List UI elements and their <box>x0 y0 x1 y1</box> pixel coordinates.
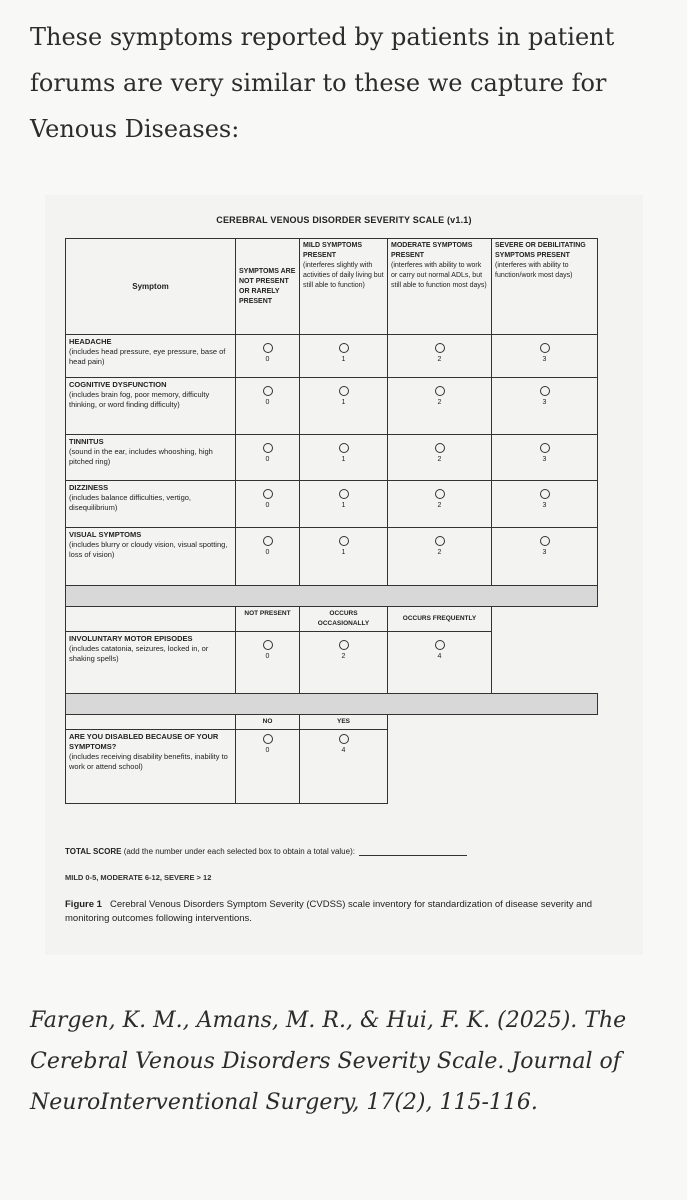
blank-cell <box>492 632 598 694</box>
blank-cell <box>388 730 492 804</box>
column-header-severe <box>492 239 598 335</box>
option-cell[interactable] <box>300 632 388 694</box>
header-not-present: NOT PRESENT <box>236 607 300 632</box>
score-value: 2 <box>437 356 442 363</box>
radio-circle[interactable] <box>435 536 445 546</box>
radio-circle[interactable] <box>339 536 349 546</box>
score-value: 4 <box>437 653 442 660</box>
citation-text: Fargen, K. M., Amans, M. R., & Hui, F. K. (2025). The Cerebral Venous Disorders Severity Scale. Journal of NeuroInterventional Surgery, 17(2), 115-116. <box>30 1008 627 1115</box>
symptom-name: ARE YOU DISABLED BECAUSE OF YOUR SYMPTOMS? <box>69 732 219 751</box>
score-value: 0 <box>265 456 270 463</box>
radio-circle[interactable] <box>540 443 550 453</box>
figure-caption <box>65 898 605 926</box>
blank-cell <box>492 715 598 730</box>
score-value: 2 <box>437 399 442 406</box>
empty-header-cell <box>66 715 236 730</box>
option-cell[interactable] <box>236 335 300 378</box>
symptom-cell-cognitive <box>66 378 236 435</box>
option-cell[interactable] <box>388 528 492 586</box>
radio-circle[interactable] <box>263 343 273 353</box>
score-value: 0 <box>265 502 270 509</box>
radio-circle[interactable] <box>435 386 445 396</box>
option-cell[interactable] <box>388 435 492 481</box>
option-cell[interactable] <box>388 378 492 435</box>
radio-circle[interactable] <box>435 489 445 499</box>
table-row <box>66 528 598 586</box>
symptom-cell-disabled <box>66 730 236 804</box>
option-cell[interactable] <box>492 528 598 586</box>
option-cell[interactable] <box>492 435 598 481</box>
score-value: 1 <box>341 502 346 509</box>
symptom-cell-motor <box>66 632 236 694</box>
symptom-column-header: Symptom <box>66 239 236 335</box>
symptom-description: (sound in the ear, includes whooshing, high pitched ring) <box>69 447 213 466</box>
section-divider <box>66 586 598 607</box>
radio-circle[interactable] <box>540 536 550 546</box>
column-subtitle: (interferes slightly with activities of daily living but still able to function) <box>303 262 384 289</box>
option-cell[interactable] <box>388 481 492 528</box>
option-cell[interactable] <box>236 730 300 804</box>
radio-circle[interactable] <box>435 443 445 453</box>
motor-header-row <box>66 607 598 632</box>
divider-cell <box>66 694 598 715</box>
score-value: 3 <box>542 549 547 556</box>
header-no: NO <box>236 715 300 730</box>
radio-circle[interactable] <box>263 386 273 396</box>
symptom-name: TINNITUS <box>69 437 104 446</box>
score-value: 3 <box>542 356 547 363</box>
radio-circle[interactable] <box>339 443 349 453</box>
table-row <box>66 335 598 378</box>
score-value: 1 <box>341 399 346 406</box>
severity-scale-table <box>65 238 598 804</box>
column-title: MODERATE SYMPTOMS PRESENT <box>391 242 473 259</box>
option-cell[interactable] <box>236 378 300 435</box>
score-value: 2 <box>437 502 442 509</box>
table-row <box>66 632 598 694</box>
option-cell[interactable] <box>300 378 388 435</box>
table-row <box>66 730 598 804</box>
symptom-description: (includes head pressure, eye pressure, base of head pain) <box>69 347 226 366</box>
score-value: 0 <box>265 747 270 754</box>
option-cell[interactable] <box>300 335 388 378</box>
symptom-description: (includes blurry or cloudy vision, visual spotting, loss of vision) <box>69 540 228 559</box>
radio-circle[interactable] <box>263 734 273 744</box>
radio-circle[interactable] <box>540 489 550 499</box>
option-cell[interactable] <box>492 378 598 435</box>
symptom-description: (includes catatonia, seizures, locked in, or shaking spells) <box>69 644 209 663</box>
score-value: 3 <box>542 456 547 463</box>
column-header-moderate <box>388 239 492 335</box>
score-value: 1 <box>341 549 346 556</box>
score-value: 3 <box>542 399 547 406</box>
symptom-cell-dizziness <box>66 481 236 528</box>
symptom-name: HEADACHE <box>69 337 112 346</box>
option-cell[interactable] <box>300 730 388 804</box>
symptom-description: (includes receiving disability benefits, inability to work or attend school) <box>69 752 228 771</box>
column-title: MILD SYMPTOMS PRESENT <box>303 242 362 259</box>
symptom-description: (includes brain fog, poor memory, difficulty thinking, or word finding difficulty) <box>69 390 210 409</box>
column-title: SYMPTOMS ARE NOT PRESENT OR RARELY PRESENT <box>239 267 296 305</box>
header-frequently: OCCURS FREQUENTLY <box>388 607 492 632</box>
option-cell[interactable] <box>236 632 300 694</box>
radio-circle[interactable] <box>339 386 349 396</box>
header-occasionally: OCCURS OCCASIONALLY <box>300 607 388 632</box>
header-yes: YES <box>300 715 388 730</box>
total-score-line <box>65 847 467 856</box>
radio-circle[interactable] <box>339 734 349 744</box>
option-cell[interactable] <box>236 435 300 481</box>
figure-title: CEREBRAL VENOUS DISORDER SEVERITY SCALE (v1.1) <box>216 215 472 225</box>
table-row <box>66 481 598 528</box>
radio-circle[interactable] <box>263 536 273 546</box>
radio-circle[interactable] <box>540 386 550 396</box>
radio-circle[interactable] <box>263 640 273 650</box>
cvdss-figure <box>45 195 643 955</box>
column-title: SEVERE OR DEBILITATING SYMPTOMS PRESENT <box>495 242 586 259</box>
table-row <box>66 378 598 435</box>
option-cell[interactable] <box>236 528 300 586</box>
caption-label: Figure 1 <box>65 899 102 910</box>
radio-circle[interactable] <box>435 640 445 650</box>
column-subtitle: (interferes with ability to function/work most days) <box>495 262 573 279</box>
empty-header-cell <box>66 607 236 632</box>
score-value: 1 <box>341 456 346 463</box>
symptom-name: COGNITIVE DYSFUNCTION <box>69 380 167 389</box>
table-header-row <box>66 239 598 335</box>
score-value: 2 <box>437 549 442 556</box>
symptom-cell-tinnitus <box>66 435 236 481</box>
score-value: 0 <box>265 653 270 660</box>
option-cell[interactable] <box>300 481 388 528</box>
table-row <box>66 435 598 481</box>
symptom-cell-headache <box>66 335 236 378</box>
symptom-name: VISUAL SYMPTOMS <box>69 530 142 539</box>
section-divider <box>66 694 598 715</box>
option-cell[interactable] <box>388 632 492 694</box>
score-value: 0 <box>265 549 270 556</box>
score-value: 3 <box>542 502 547 509</box>
blank-cell <box>492 730 598 804</box>
caption-text: Cerebral Venous Disorders Symptom Severity (CVDSS) scale inventory for standardization of disease severity and monitoring outcomes following interventions. <box>65 899 593 924</box>
score-value: 0 <box>265 399 270 406</box>
option-cell[interactable] <box>492 335 598 378</box>
score-value: 2 <box>341 653 346 660</box>
radio-circle[interactable] <box>540 343 550 353</box>
option-cell[interactable] <box>300 435 388 481</box>
blank-cell <box>492 607 598 632</box>
option-cell[interactable] <box>236 481 300 528</box>
score-value: 0 <box>265 356 270 363</box>
option-cell[interactable] <box>388 335 492 378</box>
intro-paragraph: These symptoms reported by patients in patient forums are very similar to these we capture for Venous Diseases: <box>30 23 615 143</box>
divider-cell <box>66 586 598 607</box>
column-header-mild <box>300 239 388 335</box>
total-score-instruction: (add the number under each selected box to obtain a total value): <box>123 847 355 856</box>
disabled-header-row <box>66 715 598 730</box>
symptom-name: INVOLUNTARY MOTOR EPISODES <box>69 634 193 643</box>
total-score-label: TOTAL SCORE <box>65 847 122 856</box>
symptom-cell-visual <box>66 528 236 586</box>
option-cell[interactable] <box>492 481 598 528</box>
radio-circle[interactable] <box>339 640 349 650</box>
radio-circle[interactable] <box>263 489 273 499</box>
radio-circle[interactable] <box>263 443 273 453</box>
column-subtitle: (interferes with ability to work or carry out normal ADLs, but still able to function most days) <box>391 262 487 289</box>
symptom-name: DIZZINESS <box>69 483 109 492</box>
column-header-not-present <box>236 239 300 335</box>
blank-cell <box>388 715 492 730</box>
score-value: 4 <box>341 747 346 754</box>
radio-circle[interactable] <box>435 343 445 353</box>
radio-circle[interactable] <box>339 343 349 353</box>
score-value: 1 <box>341 356 346 363</box>
severity-ranges: MILD 0-5, MODERATE 6-12, SEVERE > 12 <box>65 873 212 882</box>
symptom-description: (includes balance difficulties, vertigo, disequilibrium) <box>69 493 192 512</box>
total-score-blank[interactable] <box>359 847 467 856</box>
radio-circle[interactable] <box>339 489 349 499</box>
option-cell[interactable] <box>300 528 388 586</box>
score-value: 2 <box>437 456 442 463</box>
